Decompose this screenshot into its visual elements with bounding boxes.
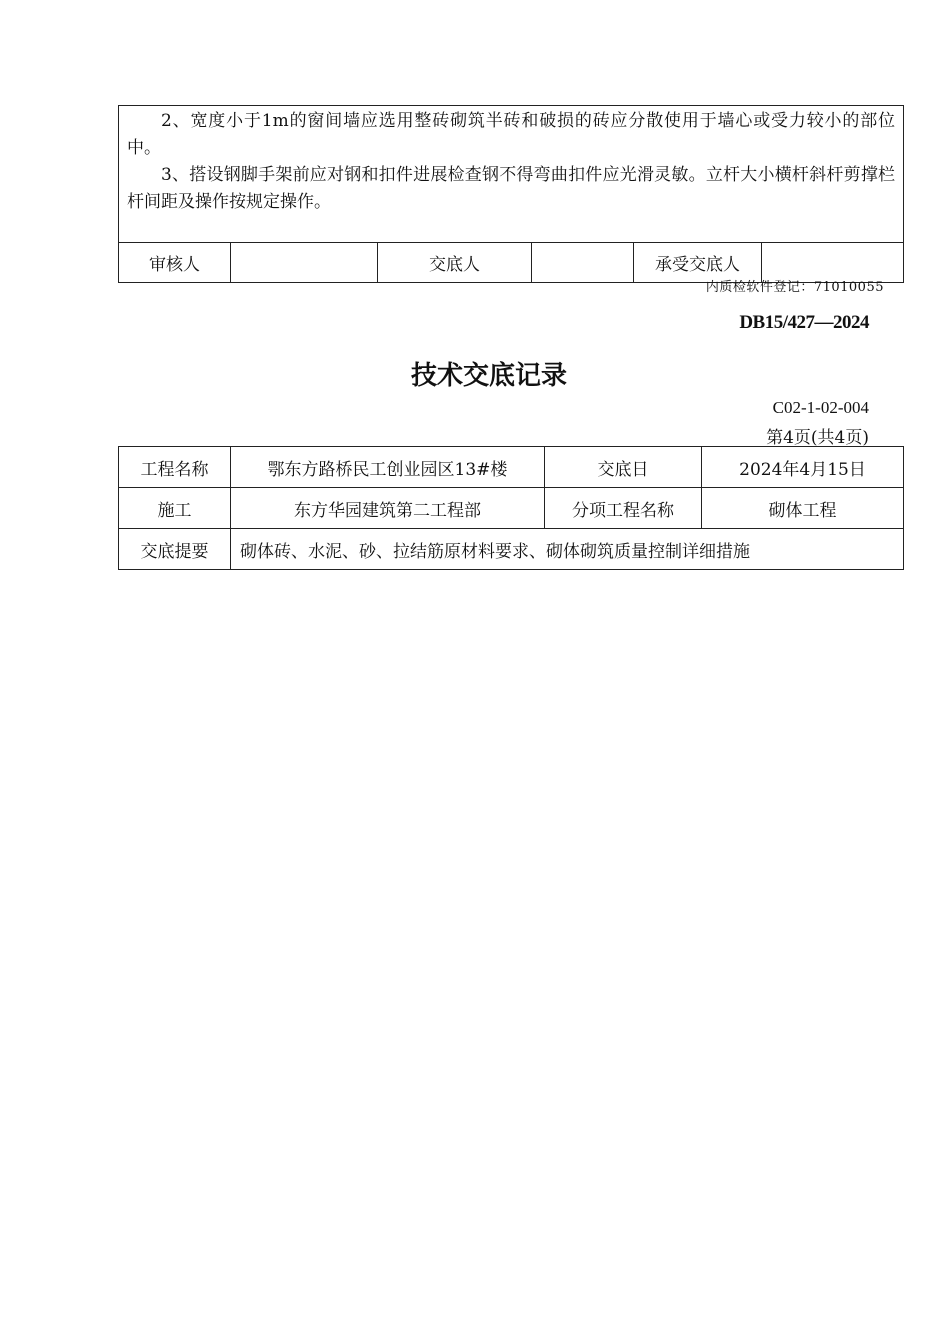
construction-label: 施工 bbox=[119, 488, 231, 529]
form-code: C02-1-02-004 bbox=[772, 398, 869, 417]
page-title: 技术交底记录 bbox=[410, 361, 567, 391]
summary-value: 砌体砖、水泥、砂、拉结筋原材料要求、砌体砌筑质量控制详细措施 bbox=[231, 529, 904, 570]
subitem-value: 砌体工程 bbox=[702, 488, 904, 529]
discloser-field[interactable] bbox=[532, 243, 634, 283]
project-row bbox=[119, 447, 904, 488]
date-label: 交底日 bbox=[545, 447, 702, 488]
construction-row bbox=[119, 488, 904, 529]
construction-value: 东方华园建筑第二工程部 bbox=[231, 488, 545, 529]
disclosure-body bbox=[119, 106, 904, 243]
project-name-value: 鄂东方路桥民工创业园区13#楼 bbox=[231, 447, 545, 488]
standard-code: DB15/427—2024 bbox=[739, 312, 869, 333]
disclosure-content-table bbox=[118, 105, 904, 283]
receiver-label: 承受交底人 bbox=[634, 243, 762, 283]
registration-number: 内质检软件登记：71010055 bbox=[705, 280, 884, 295]
page-number: 第4页(共4页) bbox=[766, 428, 869, 448]
subitem-label: 分项工程名称 bbox=[545, 488, 702, 529]
summary-label: 交底提要 bbox=[119, 529, 231, 570]
reviewer-field[interactable] bbox=[231, 243, 378, 283]
paragraph-item-2: 2、宽度小于1m的窗间墙应选用整砖砌筑半砖和破损的砖应分散使用于墙心或受力较小的部位中。 bbox=[127, 111, 896, 158]
date-value: 2024年4月15日 bbox=[702, 447, 904, 488]
project-name-label: 工程名称 bbox=[119, 447, 231, 488]
summary-row bbox=[119, 529, 904, 570]
discloser-label: 交底人 bbox=[378, 243, 532, 283]
reviewer-label: 审核人 bbox=[119, 243, 231, 283]
project-info-table bbox=[118, 446, 904, 570]
paragraph-item-3: 3、搭设钢脚手架前应对钢和扣件进展检查钢不得弯曲扣件应光滑灵敏。立杆大小横杆斜杆剪撑栏杆间距及操作按规定操作。 bbox=[127, 165, 896, 212]
